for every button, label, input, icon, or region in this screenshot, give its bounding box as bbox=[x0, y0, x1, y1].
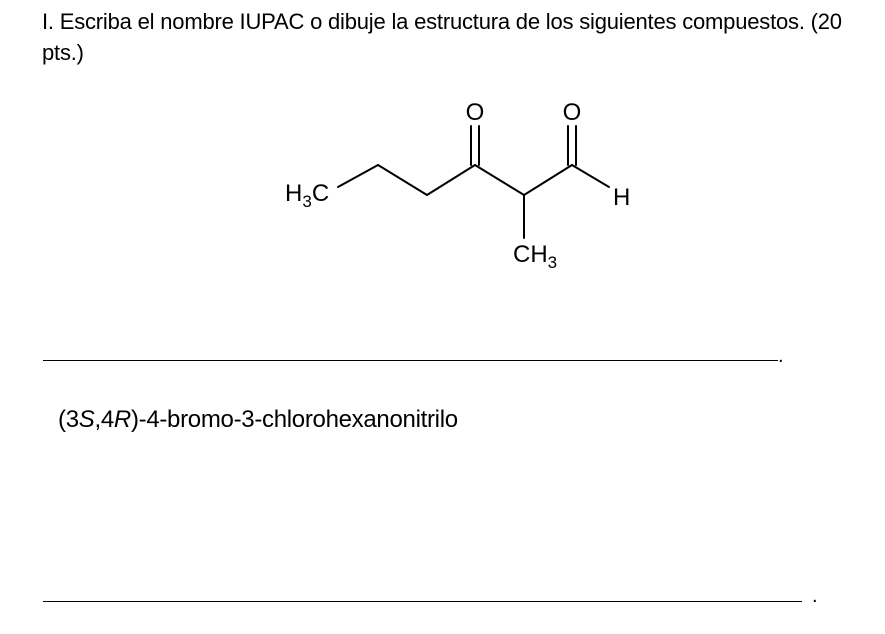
aldehyde-oxygen-label: O bbox=[562, 99, 582, 126]
bond-ch3-ch2 bbox=[338, 165, 378, 187]
methyl-label: $CH_3$ bbox=[513, 241, 558, 272]
compound-mid: ,4 bbox=[94, 406, 114, 433]
bond-ch2-co bbox=[427, 165, 475, 195]
answer-line-1[interactable] bbox=[43, 360, 778, 361]
question-instruction: I. Escriba el nombre IUPAC o dibuje la estructura de los siguientes compuestos. (20 pts.) bbox=[42, 9, 842, 65]
h3c-label: $H_3C$ bbox=[285, 180, 330, 211]
bond-cho-h bbox=[572, 165, 609, 187]
compound-name bbox=[58, 406, 458, 434]
stereo-r: R bbox=[113, 406, 131, 433]
aldehyde-hydrogen-label: H bbox=[613, 184, 631, 211]
bond-ch2-ch2 bbox=[378, 165, 427, 195]
compound-prefix: (3 bbox=[58, 406, 79, 433]
answer-line-2[interactable] bbox=[43, 601, 802, 602]
answer-line-2-period: . bbox=[812, 585, 818, 607]
compound-suffix: )-4-bromo-3-chlorohexanonitrilo bbox=[130, 406, 458, 433]
stereo-s: S bbox=[78, 406, 95, 433]
bond-co-ch bbox=[475, 165, 524, 195]
ketone-oxygen-label: O bbox=[465, 99, 485, 126]
answer-line-1-period: . bbox=[778, 345, 784, 367]
bond-ch-cho bbox=[524, 165, 572, 195]
